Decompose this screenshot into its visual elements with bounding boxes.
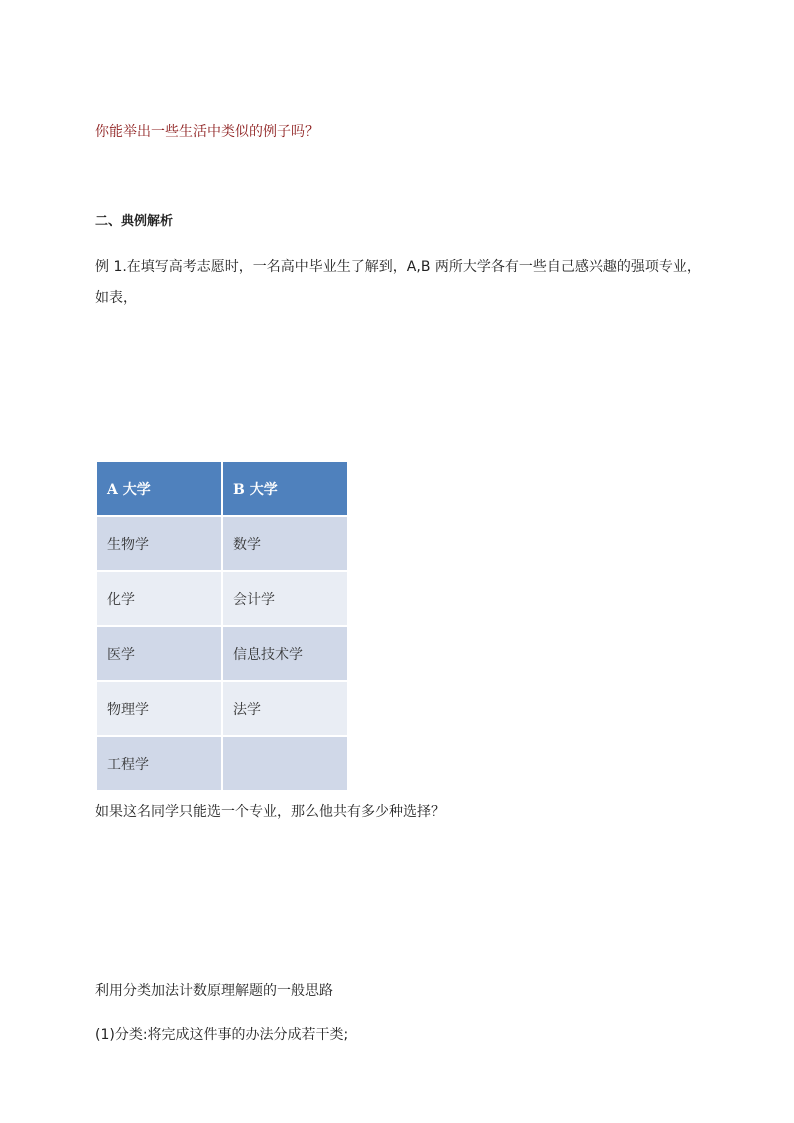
table-row bbox=[97, 737, 347, 790]
table-row bbox=[97, 517, 347, 570]
header-b-university: B 大学 bbox=[223, 462, 347, 515]
table-cell: 信息技术学 bbox=[223, 627, 347, 680]
table-cell bbox=[223, 737, 347, 790]
table-row bbox=[97, 627, 347, 680]
example-text-line-2: 如表， bbox=[95, 290, 137, 306]
table-header-row bbox=[97, 462, 347, 515]
step-1: (1)分类:将完成这件事的办法分成若干类; bbox=[95, 1027, 349, 1043]
choice-question: 如果这名同学只能选一个专业，那么他共有多少种选择？ bbox=[95, 804, 445, 820]
table-cell: 化学 bbox=[97, 572, 221, 625]
table-cell: 工程学 bbox=[97, 737, 221, 790]
method-title: 利用分类加法计数原理解题的一般思路 bbox=[95, 983, 333, 999]
table-cell: 生物学 bbox=[97, 517, 221, 570]
header-a-university: A 大学 bbox=[97, 462, 221, 515]
table-cell: 数学 bbox=[223, 517, 347, 570]
example-text-line-1: 例 1.在填写高考志愿时，一名高中毕业生了解到，A,B 两所大学各有一些自己感兴趣的强项专业， bbox=[95, 259, 701, 275]
examples-question: 你能举出一些生活中类似的例子吗？ bbox=[95, 124, 319, 140]
table-row bbox=[97, 572, 347, 625]
section-heading: 二、典例解析 bbox=[95, 214, 174, 229]
table-cell: 会计学 bbox=[223, 572, 347, 625]
majors-table bbox=[95, 460, 349, 792]
table-cell: 法学 bbox=[223, 682, 347, 735]
table-row bbox=[97, 682, 347, 735]
table-cell: 医学 bbox=[97, 627, 221, 680]
table-cell: 物理学 bbox=[97, 682, 221, 735]
